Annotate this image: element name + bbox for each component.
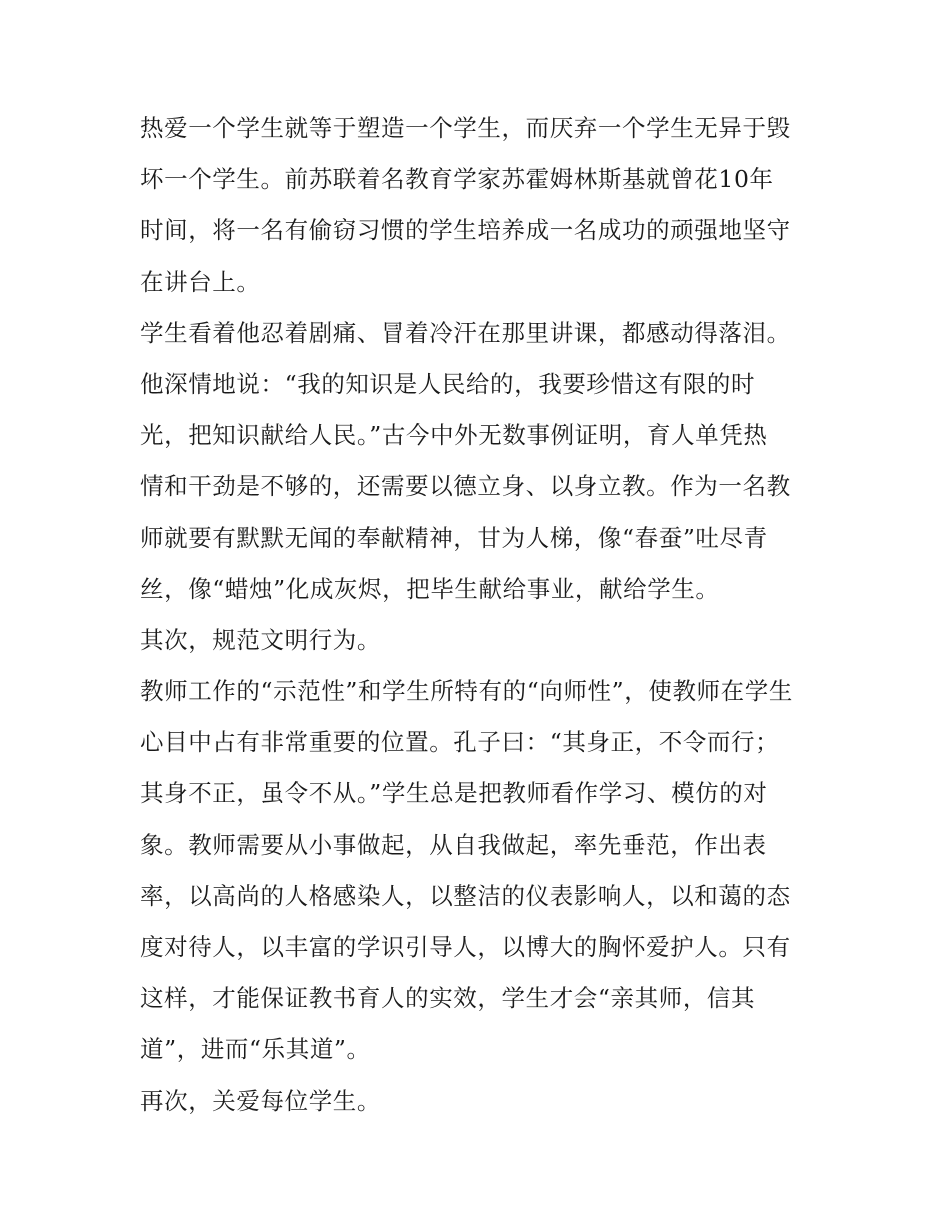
text-line: 道”，进而“乐其道”。 — [140, 1035, 371, 1064]
text-line: 时间，将一名有偷窃习惯的学生培养成一名成功的顽强地坚守 — [140, 216, 791, 245]
text-line: 在讲台上。 — [140, 267, 261, 296]
section-heading: 其次，规范文明行为。 — [140, 625, 381, 654]
text-line: 师就要有默默无闻的奉献精神，甘为人梯，像“春蚕”吐尽青 — [140, 523, 768, 552]
text-line: 光，把知识献给人民。”古今中外无数事例证明，育人单凭热 — [140, 421, 768, 450]
text-line: 这样，才能保证教书育人的实效，学生才会“亲其师，信其 — [140, 984, 756, 1013]
text-line: 情和干劲是不够的，还需要以德立身、以身立教。作为一名教 — [140, 472, 791, 501]
text-line: 热爱一个学生就等于塑造一个学生，而厌弃一个学生无异于毁 — [140, 114, 791, 142]
text-line: 坏一个学生。前苏联着名教育学家苏霍姆林斯基就曾花10年 — [140, 165, 774, 194]
text-line: 率，以高尚的人格感染人，以整洁的仪表影响人，以和蔼的态 — [140, 881, 791, 910]
text-line: 象。教师需要从小事做起，从自我做起，率先垂范，作出表 — [140, 830, 767, 859]
text-line: 教师工作的“示范性”和学生所特有的“向师性”，使教师在学生 — [140, 677, 793, 706]
section-heading: 再次，关爱每位学生。 — [140, 1086, 381, 1115]
text-line: 心目中占有非常重要的位置。孔子曰：“其身正，不令而行； — [140, 728, 780, 757]
text-line: 其身不正，虽令不从。”学生总是把教师看作学习、模仿的对 — [140, 779, 768, 808]
text-line: 他深情地说：“我的知识是人民给的，我要珍惜这有限的时 — [140, 369, 756, 398]
text-line: 丝，像“蜡烛”化成灰烬，把毕生献给事业，献给学生。 — [140, 574, 720, 603]
text-line: 度对待人，以丰富的学识引导人，以博大的胸怀爱护人。只有 — [140, 933, 791, 961]
text-line: 学生看着他忍着剧痛、冒着冷汗在那里讲课，都感动得落泪。 — [140, 318, 791, 347]
body-text — [140, 103, 820, 1127]
